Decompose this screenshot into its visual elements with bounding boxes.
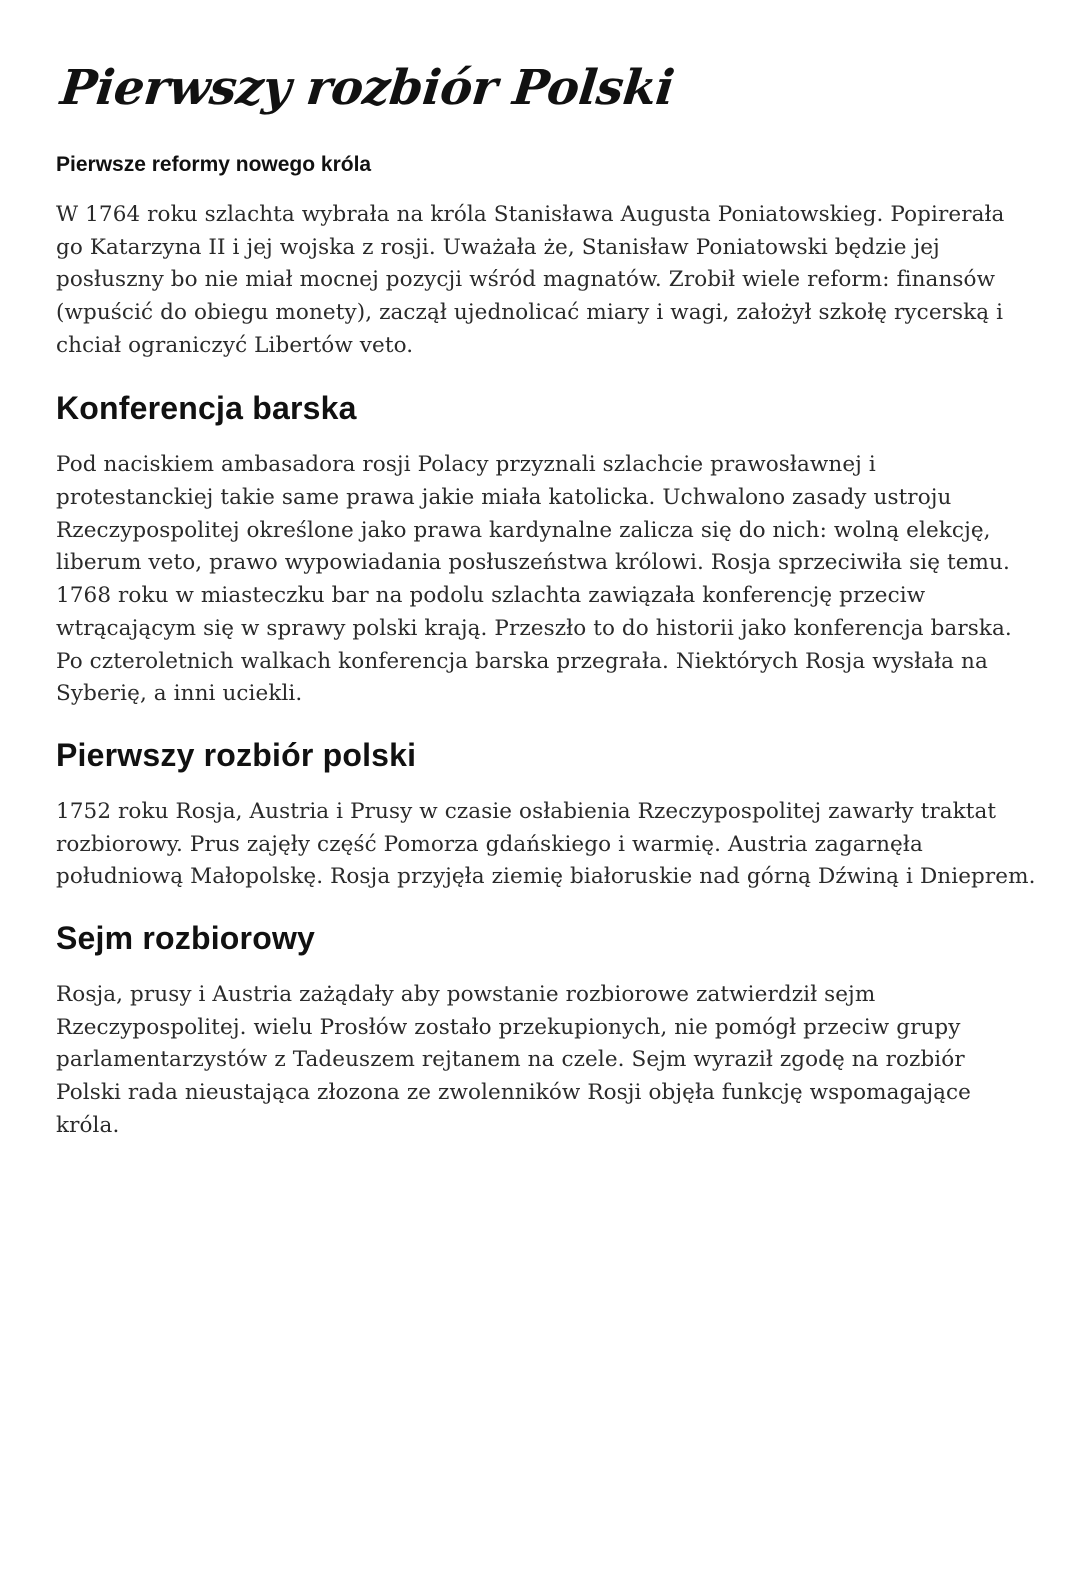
subheading-reforms: Pierwsze reformy nowego króla bbox=[56, 152, 372, 176]
section-text-konferencja: Pod naciskiem ambasadora rosji Polacy przyznali szlachcie prawosławnej i protestanckiej takie same prawa jakie miała katolicka. Uchwalono zasady ustroju Rzeczypospolitej określone jako prawa kardynalne zalicza się do nich: wolną elekcję, liberum veto, prawo wypowiadania posłuszeństwa królowi. Rosja sprzeciwiła się temu. 1768 roku w miasteczku bar na podolu szlachta zawiązała konferencję przeciw wtrącającym się w sprawy polski krają. Przeszło to do historii jako konferencja barska. Po czteroletnich walkach konferencja barska przegrała. Niektórych Rosja wysłała na Syberię, a inni uciekli. bbox=[56, 452, 1012, 707]
document-title: Pierwszy rozbiór Polski bbox=[57, 60, 677, 116]
intro-paragraph: W 1764 roku szlachta wybrała na króla Stanisława Augusta Poniatowskieg. Popirerała go Katarzyna II i jej wojska z rosji. Uważała że, Stanisław Poniatowski będzie jej posłuszny bo nie miał mocnej pozycji wśród magnatów. Zrobił wiele reform: finansów (wpuścić do obiegu monety), zaczął ujednolicać miary i wagi, założył szkołę rycerską i chciał ograniczyć Libertów veto. bbox=[56, 201, 1005, 358]
section-heading-konferencja: Konferencja barska bbox=[56, 390, 357, 427]
section-heading-pierwszy-rozbior: Pierwszy rozbiór polski bbox=[56, 736, 417, 773]
section-text-pierwszy-rozbior: 1752 roku Rosja, Austria i Prusy w czasie osłabienia Rzeczypospolitej zawarły traktat rozbiorowy. Prus zajęły część Pomorza gdańskiego i warmię. Austria zagarnęła południową Małopolskę. Rosja przyjęła ziemię białoruskie nad górną Dźwiną i Dnieprem. bbox=[56, 798, 1036, 890]
section-text-sejm: Rosja, prusy i Austria zażądały aby powstanie rozbiorowe zatwierdził sejm Rzeczypospolitej. wielu Prosłów zostało przekupionych, nie pomógł przeciw grupy parlamentarzystów z Tadeuszem rejtanem na czele. Sejm wyraził zgodę na rozbiór Polski rada nieustająca złozona ze zwolenników Rosji objęła funkcję wspomagające króla. bbox=[56, 982, 971, 1138]
document-page bbox=[56, 62, 1036, 1169]
section-heading-sejm: Sejm rozbiorowy bbox=[56, 920, 316, 957]
